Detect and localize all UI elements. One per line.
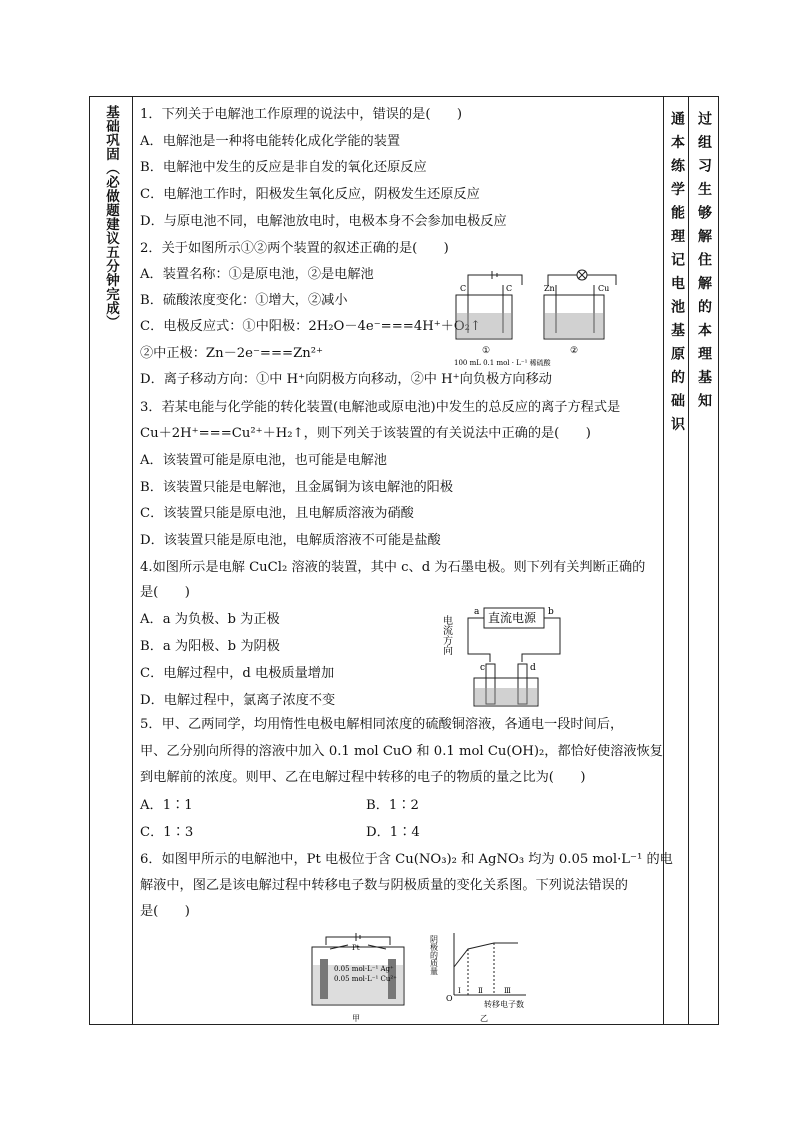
wire xyxy=(468,618,490,662)
option: A．1∶1 xyxy=(140,798,193,813)
region-label: Ⅲ xyxy=(504,987,511,995)
option: B．1∶2 xyxy=(366,798,419,813)
q2-apparatus-figure xyxy=(448,265,638,369)
column-divider xyxy=(688,97,689,1024)
electrode-label: Cu xyxy=(598,284,610,293)
region-label: Ⅱ xyxy=(478,987,483,995)
option: B．该装置只能是电解池，且金属铜为该电解池的阳极 xyxy=(140,480,454,495)
terminal-label: a xyxy=(474,607,480,617)
question-6-cont: 是( ) xyxy=(140,904,190,919)
question-2: 2．关于如图所示①②两个装置的叙述正确的是( ) xyxy=(140,241,449,256)
option: A．装置名称：①是原电池，②是电解池 xyxy=(140,267,374,282)
wire xyxy=(468,275,522,285)
figure-caption: 100 mL 0.1 mol · L⁻¹ 稀硫酸 xyxy=(454,359,551,367)
figure-label: 甲 xyxy=(352,1014,360,1023)
solution xyxy=(457,313,511,338)
electrode-label: d xyxy=(530,663,536,673)
solution xyxy=(545,313,603,338)
option: D．该装置只能是原电池，电解质溶液不可能是盐酸 xyxy=(140,533,441,548)
terminal-label: b xyxy=(548,607,554,617)
question-3: 3．若某电能与化学能的转化装置(电解池或原电池)中发生的总反应的离子方程式是 xyxy=(140,400,621,415)
figure-label: ② xyxy=(570,346,579,356)
option: C．1∶3 xyxy=(140,825,194,840)
option: A．a 为负极、b 为正极 xyxy=(140,612,280,627)
question-3-cont: Cu＋2H⁺===Cu²⁺＋H₂↑，则下列关于该装置的有关说法中正确的是( ) xyxy=(140,426,591,441)
question-5-cont: 甲、乙分别向所得的溶液中加入 0.1 mol CuO 和 0.1 mol Cu(OH)₂，都恰好使溶液恢复 xyxy=(140,744,663,759)
option: D．与原电池不同，电解池放电时，电极本身不会参加电极反应 xyxy=(140,214,507,229)
region-label: Ⅰ xyxy=(458,987,461,995)
option: C．电极反应式：①中阳极：2H₂O－4e⁻===4H⁺＋O₂↑ xyxy=(140,319,482,334)
figure-label: 乙 xyxy=(480,1014,488,1023)
option: A．电解池是一种将电能转化成化学能的装置 xyxy=(140,134,401,149)
question-5: 5．甲、乙两同学，均用惰性电极电解相同浓度的硫酸铜溶液，各通电一段时间后， xyxy=(140,717,624,732)
column-divider xyxy=(132,97,133,1024)
question-1: 1．下列关于电解池工作原理的说法中，错误的是( ) xyxy=(140,107,462,122)
solution xyxy=(475,688,537,705)
option: D．电解过程中，氯离子浓度不变 xyxy=(140,693,336,708)
purpose-column-2: 过组习生够解住解的本理基知 xyxy=(696,111,712,417)
question-5-cont: 到电解前的浓度。则甲、乙在电解过程中转移的电子的物质的量之比为( ) xyxy=(140,770,586,785)
electrode-label: Pt xyxy=(352,944,360,952)
q4-electrolysis-figure xyxy=(440,600,582,708)
electrode xyxy=(320,959,328,999)
question-6: 6．如图甲所示的电解池中，Pt 电极位于含 Cu(NO₃)₂ 和 AgNO₃ 均为 0.05 mol·L⁻¹ 的电 xyxy=(140,852,673,867)
figure-label: ① xyxy=(482,346,491,356)
mass-curve xyxy=(454,943,518,967)
worksheet-table xyxy=(89,96,719,1025)
q6-figure xyxy=(308,925,558,1025)
solution-label: 0.05 mol·L⁻¹ Ag⁺ xyxy=(334,965,394,973)
electrode-label: C xyxy=(460,284,467,293)
option: C．电解过程中，d 电极质量增加 xyxy=(140,666,335,681)
option: C．电解池工作时，阳极发生氧化反应，阴极发生还原反应 xyxy=(140,187,480,202)
option: C．该装置只能是原电池，且电解质溶液为硝酸 xyxy=(140,506,414,521)
option: B．a 为阳极、b 为阴极 xyxy=(140,639,280,654)
power-supply-label: 直流电源 xyxy=(488,611,537,625)
x-axis-label: 转移电子数 xyxy=(484,1000,524,1009)
option: D．离子移动方向：①中 H⁺向阴极方向移动，②中 H⁺向负极方向移动 xyxy=(140,372,552,387)
option: ②中正极：Zn－2e⁻===Zn²⁺ xyxy=(140,346,323,361)
section-title: 基础巩固（必做题建议五分钟完成） xyxy=(103,105,119,329)
y-axis-label: 阴极的质量 xyxy=(429,935,439,975)
question-4: 4.如图所示是电解 CuCl₂ 溶液的装置，其中 c、d 为石墨电极。则下列有关判断正确的 xyxy=(140,560,646,575)
question-4-cont: 是( ) xyxy=(140,585,190,600)
origin-label: O xyxy=(446,994,453,1003)
current-direction-label: 电流方向 xyxy=(440,615,452,655)
option: A．该装置可能是原电池，也可能是电解池 xyxy=(140,453,387,468)
column-divider xyxy=(663,97,664,1024)
option: D．1∶4 xyxy=(366,825,420,840)
option: B．硫酸浓度变化：①增大，②减小 xyxy=(140,293,348,308)
electrode-label: c xyxy=(480,663,486,673)
solution-label: 0.05 mol·L⁻¹ Cu²⁺ xyxy=(334,975,397,983)
electrode-label: Zn xyxy=(544,284,555,293)
electrode-label: C xyxy=(506,284,513,293)
option: B．电解池中发生的反应是非自发的氧化还原反应 xyxy=(140,160,427,175)
question-6-cont: 解液中，图乙是该电解过程中转移电子数与阴极质量的变化关系图。下列说法错误的 xyxy=(140,878,628,893)
purpose-column-1: 通本练学能理记电池基原的础识 xyxy=(669,111,685,440)
